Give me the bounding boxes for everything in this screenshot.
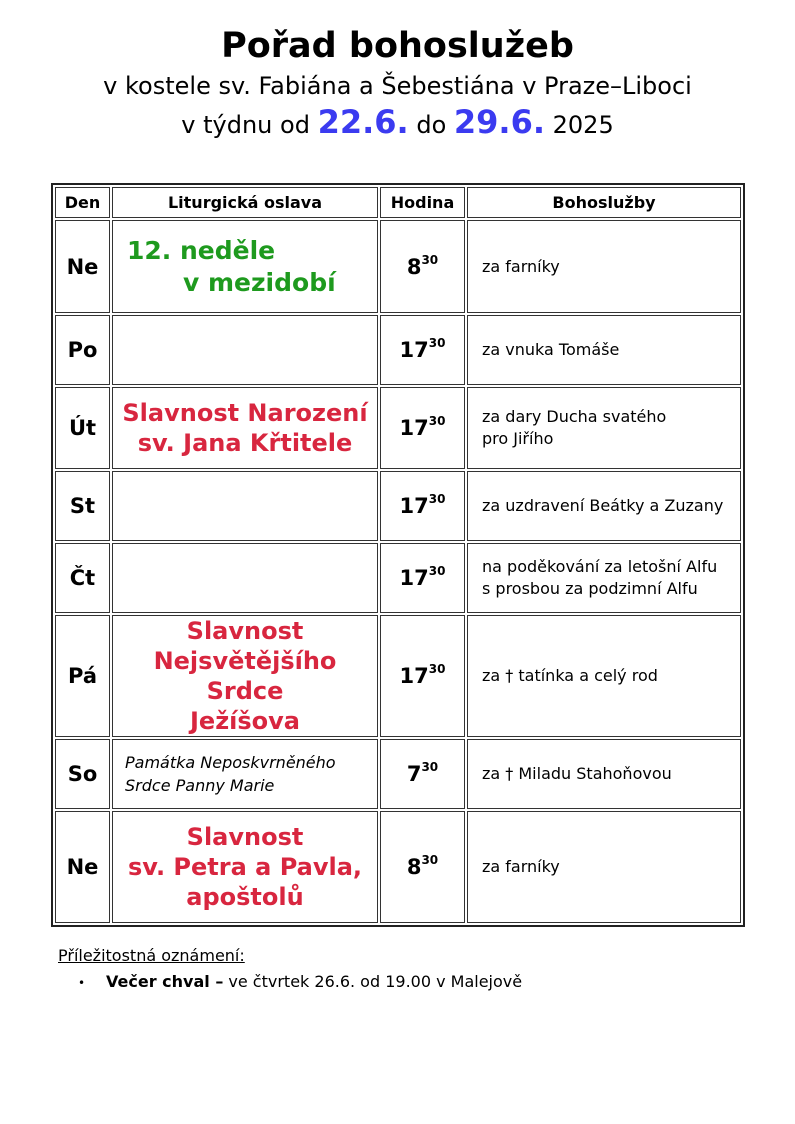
time-cell — [380, 739, 465, 809]
liturgy-line: sv. Petra a Pavla, — [127, 853, 363, 881]
table-row — [55, 387, 741, 469]
time-minutes: 30 — [421, 853, 439, 867]
day-cell: Čt — [55, 543, 110, 613]
time-hour: 8 — [406, 254, 422, 279]
time-hour: 17 — [399, 338, 429, 362]
table-row — [55, 471, 741, 541]
day-cell: Po — [55, 315, 110, 385]
mass-line: na poděkování za letošní Alfu — [482, 557, 718, 576]
liturgy-cell — [112, 739, 378, 809]
church-subtitle: v kostele sv. Fabiána a Šebestiána v Praze–Liboci — [103, 72, 692, 100]
mass-line: za farníky — [482, 857, 560, 876]
liturgy-line: v mezidobí — [183, 267, 336, 297]
day-cell: Ne — [55, 220, 110, 313]
week-year: 2025 — [552, 111, 614, 139]
time-hour: 17 — [399, 664, 429, 688]
time-cell — [380, 387, 465, 469]
week-mid: do — [416, 111, 447, 139]
time-minutes: 30 — [421, 760, 439, 774]
liturgy-cell — [112, 315, 378, 385]
liturgy-sunday — [113, 235, 377, 299]
time-cell — [380, 315, 465, 385]
mass-cell — [467, 615, 741, 737]
mass-cell — [467, 315, 741, 385]
col-header-day: Den — [55, 187, 110, 218]
page-title: Pořad bohoslužeb — [221, 26, 574, 66]
mass-line: za farníky — [482, 256, 560, 276]
liturgy-line: Památka Neposkvrněného — [125, 753, 336, 772]
liturgy-cell — [112, 543, 378, 613]
day-cell: Ne — [55, 811, 110, 923]
day-cell: Pá — [55, 615, 110, 737]
bullet-icon: • — [78, 976, 86, 990]
table-row — [55, 543, 741, 613]
mass-line: za dary Ducha svatého — [482, 407, 667, 426]
announcement-text: ve čtvrtek 26.6. od 19.00 v Malejově — [223, 972, 523, 991]
liturgy-line: apoštolů — [186, 883, 304, 911]
liturgy-solemnity — [113, 616, 377, 736]
mass-cell — [467, 739, 741, 809]
mass-line: za † tatínka a celý rod — [482, 666, 658, 685]
mass-line: za vnuka Tomáše — [482, 340, 620, 359]
table-row — [55, 315, 741, 385]
liturgy-cell — [112, 811, 378, 923]
time-hour: 17 — [399, 494, 429, 518]
time-minutes: 30 — [421, 252, 439, 267]
table-row — [55, 615, 741, 737]
time-cell — [380, 615, 465, 737]
liturgy-line: Slavnost — [186, 617, 304, 645]
time-hour: 8 — [406, 855, 422, 879]
date-to: 29.6. — [453, 103, 545, 141]
mass-line: pro Jiřího — [482, 429, 554, 448]
time-minutes: 30 — [428, 336, 446, 350]
liturgy-line: 12. neděle — [127, 235, 276, 265]
time-hour: 7 — [406, 762, 422, 786]
schedule-table — [51, 183, 745, 927]
announcement-title: Večer chval – — [106, 972, 224, 991]
mass-cell — [467, 543, 741, 613]
table-header-row — [55, 187, 741, 218]
time-minutes: 30 — [428, 414, 446, 428]
table-row — [55, 739, 741, 809]
liturgy-line: sv. Jana Křtitele — [137, 429, 353, 457]
liturgy-line: Nejsvětějšího Srdce — [153, 647, 337, 705]
liturgy-cell — [112, 471, 378, 541]
liturgy-line: Slavnost — [186, 823, 304, 851]
table-row — [55, 811, 741, 923]
time-cell — [380, 811, 465, 923]
week-prefix: v týdnu od — [181, 111, 310, 139]
liturgy-cell — [112, 387, 378, 469]
time-cell — [380, 543, 465, 613]
announcements-heading: Příležitostná oznámení: — [58, 946, 245, 965]
day-cell: So — [55, 739, 110, 809]
col-header-hour: Hodina — [380, 187, 465, 218]
col-header-masses: Bohoslužby — [467, 187, 741, 218]
mass-cell — [467, 811, 741, 923]
liturgy-solemnity — [113, 398, 377, 458]
liturgy-line: Slavnost Narození — [122, 399, 368, 427]
time-cell — [380, 220, 465, 313]
mass-line: s prosbou za podzimní Alfu — [482, 579, 698, 598]
mass-line: za † Miladu Stahoňovou — [482, 764, 672, 783]
liturgy-cell — [112, 220, 378, 313]
table-row — [55, 220, 741, 313]
time-hour: 17 — [399, 566, 429, 590]
liturgy-cell — [112, 615, 378, 737]
time-minutes: 30 — [428, 492, 446, 506]
time-hour: 17 — [399, 416, 429, 440]
liturgy-memorial — [113, 751, 377, 797]
col-header-liturgy: Liturgická oslava — [112, 187, 378, 218]
time-minutes: 30 — [428, 662, 446, 676]
liturgy-line: Ježíšova — [189, 707, 300, 735]
mass-cell — [467, 471, 741, 541]
mass-cell — [467, 220, 741, 313]
day-cell: Út — [55, 387, 110, 469]
liturgy-solemnity — [113, 822, 377, 912]
time-minutes: 30 — [428, 564, 446, 578]
mass-line: za uzdravení Beátky a Zuzany — [482, 496, 724, 515]
week-range — [0, 102, 795, 145]
liturgy-line: Srdce Panny Marie — [125, 776, 275, 795]
time-cell — [380, 471, 465, 541]
date-from: 22.6. — [317, 103, 409, 141]
mass-cell — [467, 387, 741, 469]
day-cell: St — [55, 471, 110, 541]
announcement-item — [78, 971, 522, 994]
